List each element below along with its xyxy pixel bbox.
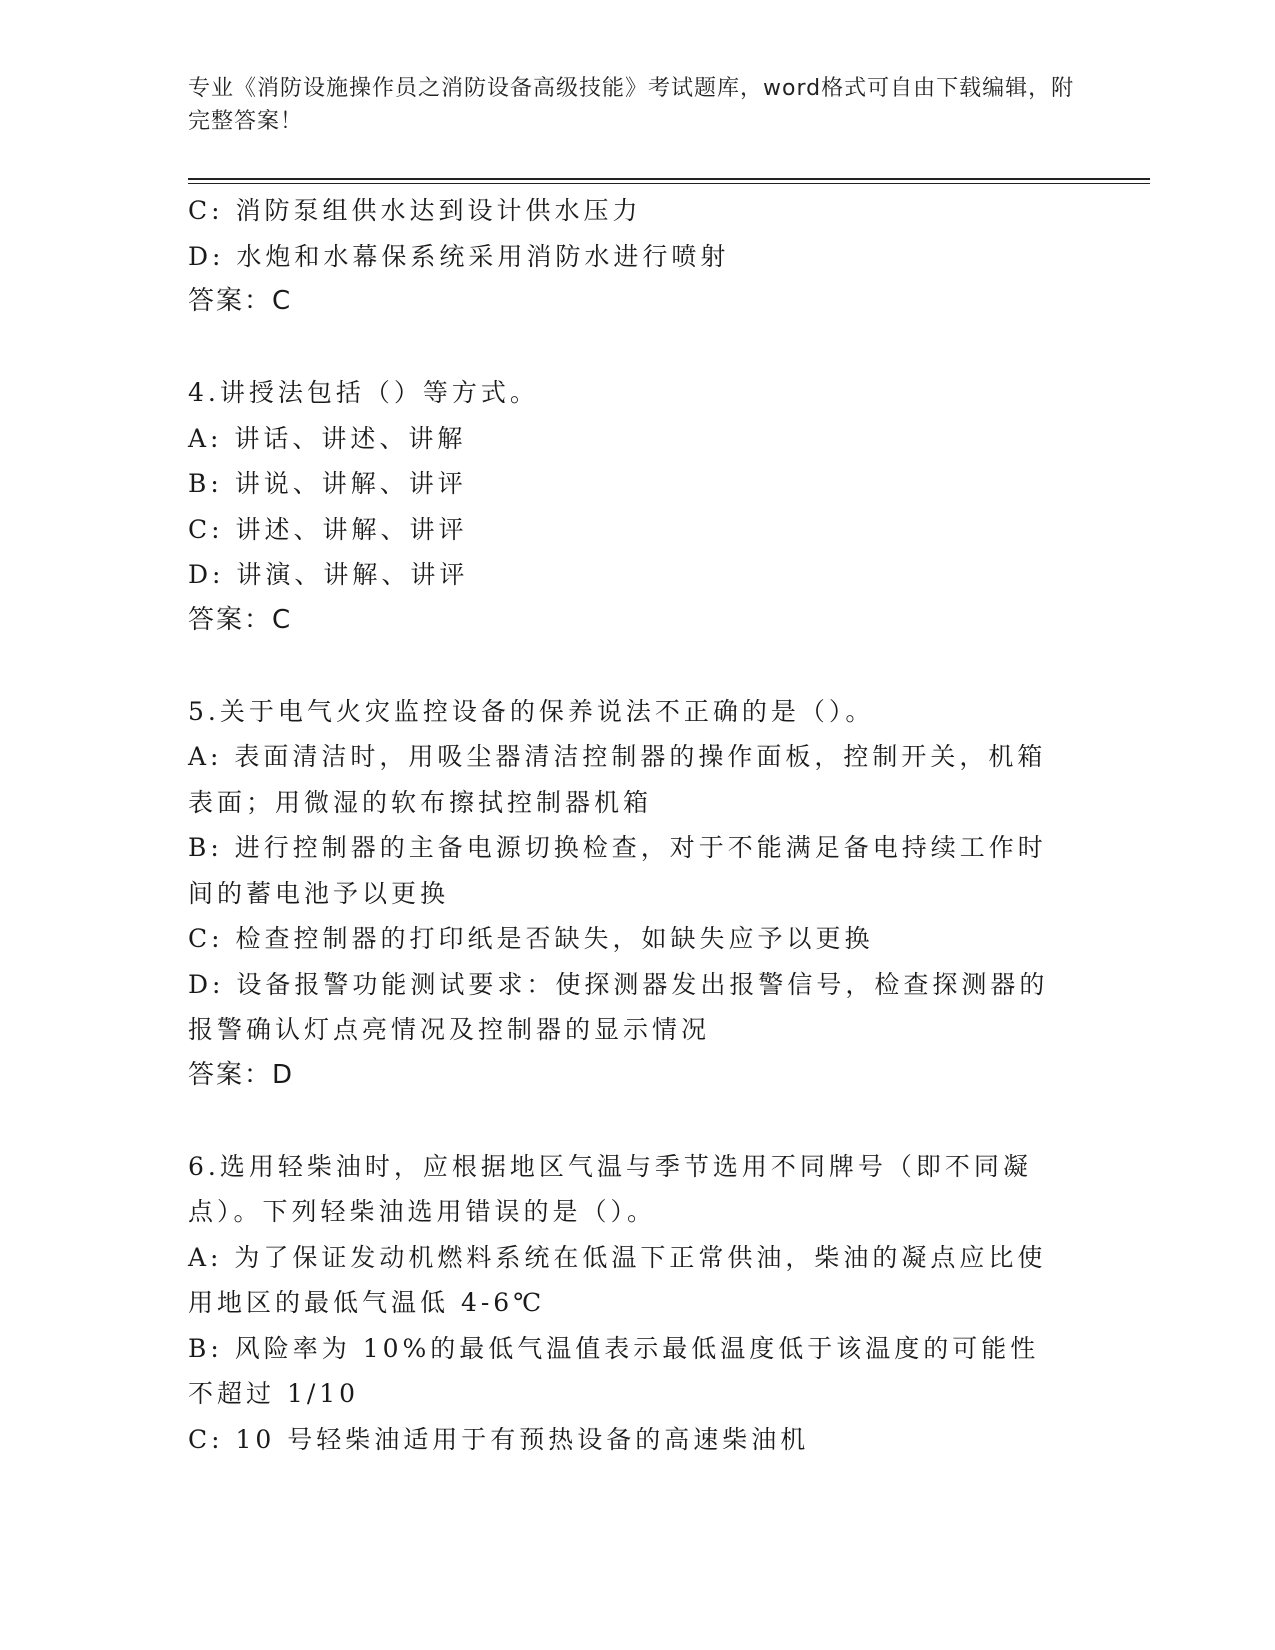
spacer — [188, 1098, 1068, 1144]
header-divider-thin — [188, 183, 1150, 184]
question-6 — [188, 1144, 1068, 1463]
q4-option-a: A: 讲话、讲述、讲解 — [188, 423, 467, 453]
q5-option-d: D: 设备报警功能测试要求：使探测器发出报警信号，检查探测器的报警确认灯点亮情况及控制器的显示情况 — [188, 969, 1049, 1044]
q4-option-c: C: 讲述、讲解、讲评 — [188, 514, 468, 544]
q5-option-b: B: 进行控制器的主备电源切换检查，对于不能满足备电持续工作时间的蓄电池予以更换 — [188, 833, 1047, 908]
header-divider-thick — [188, 178, 1150, 180]
q5-stem: 5.关于电气火灾监控设备的保养说法不正确的是（）。 — [188, 696, 875, 726]
q6-option-b: B: 风险率为 10%的最低气温值表示最低温度低于该温度的可能性不超过 1/10 — [188, 1333, 1040, 1408]
q3-option-d: D: 水炮和水幕保系统采用消防水进行喷射 — [188, 241, 730, 271]
question-4 — [188, 370, 1068, 643]
question-3 — [188, 188, 1068, 325]
q4-option-b: B: 讲说、讲解、讲评 — [188, 469, 467, 498]
q5-answer: 答案：D — [188, 1059, 295, 1090]
q5-option-a: A: 表面清洁时，用吸尘器清洁控制器的操作面板，控制开关，机箱表面；用微湿的软布擦拭控制器机箱 — [188, 742, 1047, 817]
q5-option-c: C: 检查控制器的打印纸是否缺失，如缺失应予以更换 — [188, 924, 874, 953]
q6-option-a: A: 为了保证发动机燃料系统在低温下正常供油，柴油的凝点应比使用地区的最低气温低 4-6℃ — [188, 1242, 1047, 1317]
q3-option-c: C: 消防泵组供水达到设计供水压力 — [188, 196, 642, 225]
q4-option-d: D: 讲演、讲解、讲评 — [188, 560, 469, 589]
question-5 — [188, 689, 1068, 1099]
spacer — [188, 325, 1068, 371]
q3-answer: 答案：C — [188, 286, 293, 316]
q6-stem: 6.选用轻柴油时，应根据地区气温与季节选用不同牌号（即不同凝点）。下列轻柴油选用错误的是（）。 — [188, 1151, 1032, 1226]
q6-option-c: C: 10 号轻柴油适用于有预热设备的高速柴油机 — [188, 1424, 810, 1454]
q4-answer: 答案：C — [188, 604, 293, 635]
document-header: 专业《消防设施操作员之消防设备高级技能》考试题库，word格式可自由下载编辑，附完整答案！ — [188, 76, 1075, 134]
spacer — [188, 643, 1068, 689]
question-list — [188, 188, 1068, 1462]
q4-stem: 4.讲授法包括（）等方式。 — [188, 378, 539, 407]
